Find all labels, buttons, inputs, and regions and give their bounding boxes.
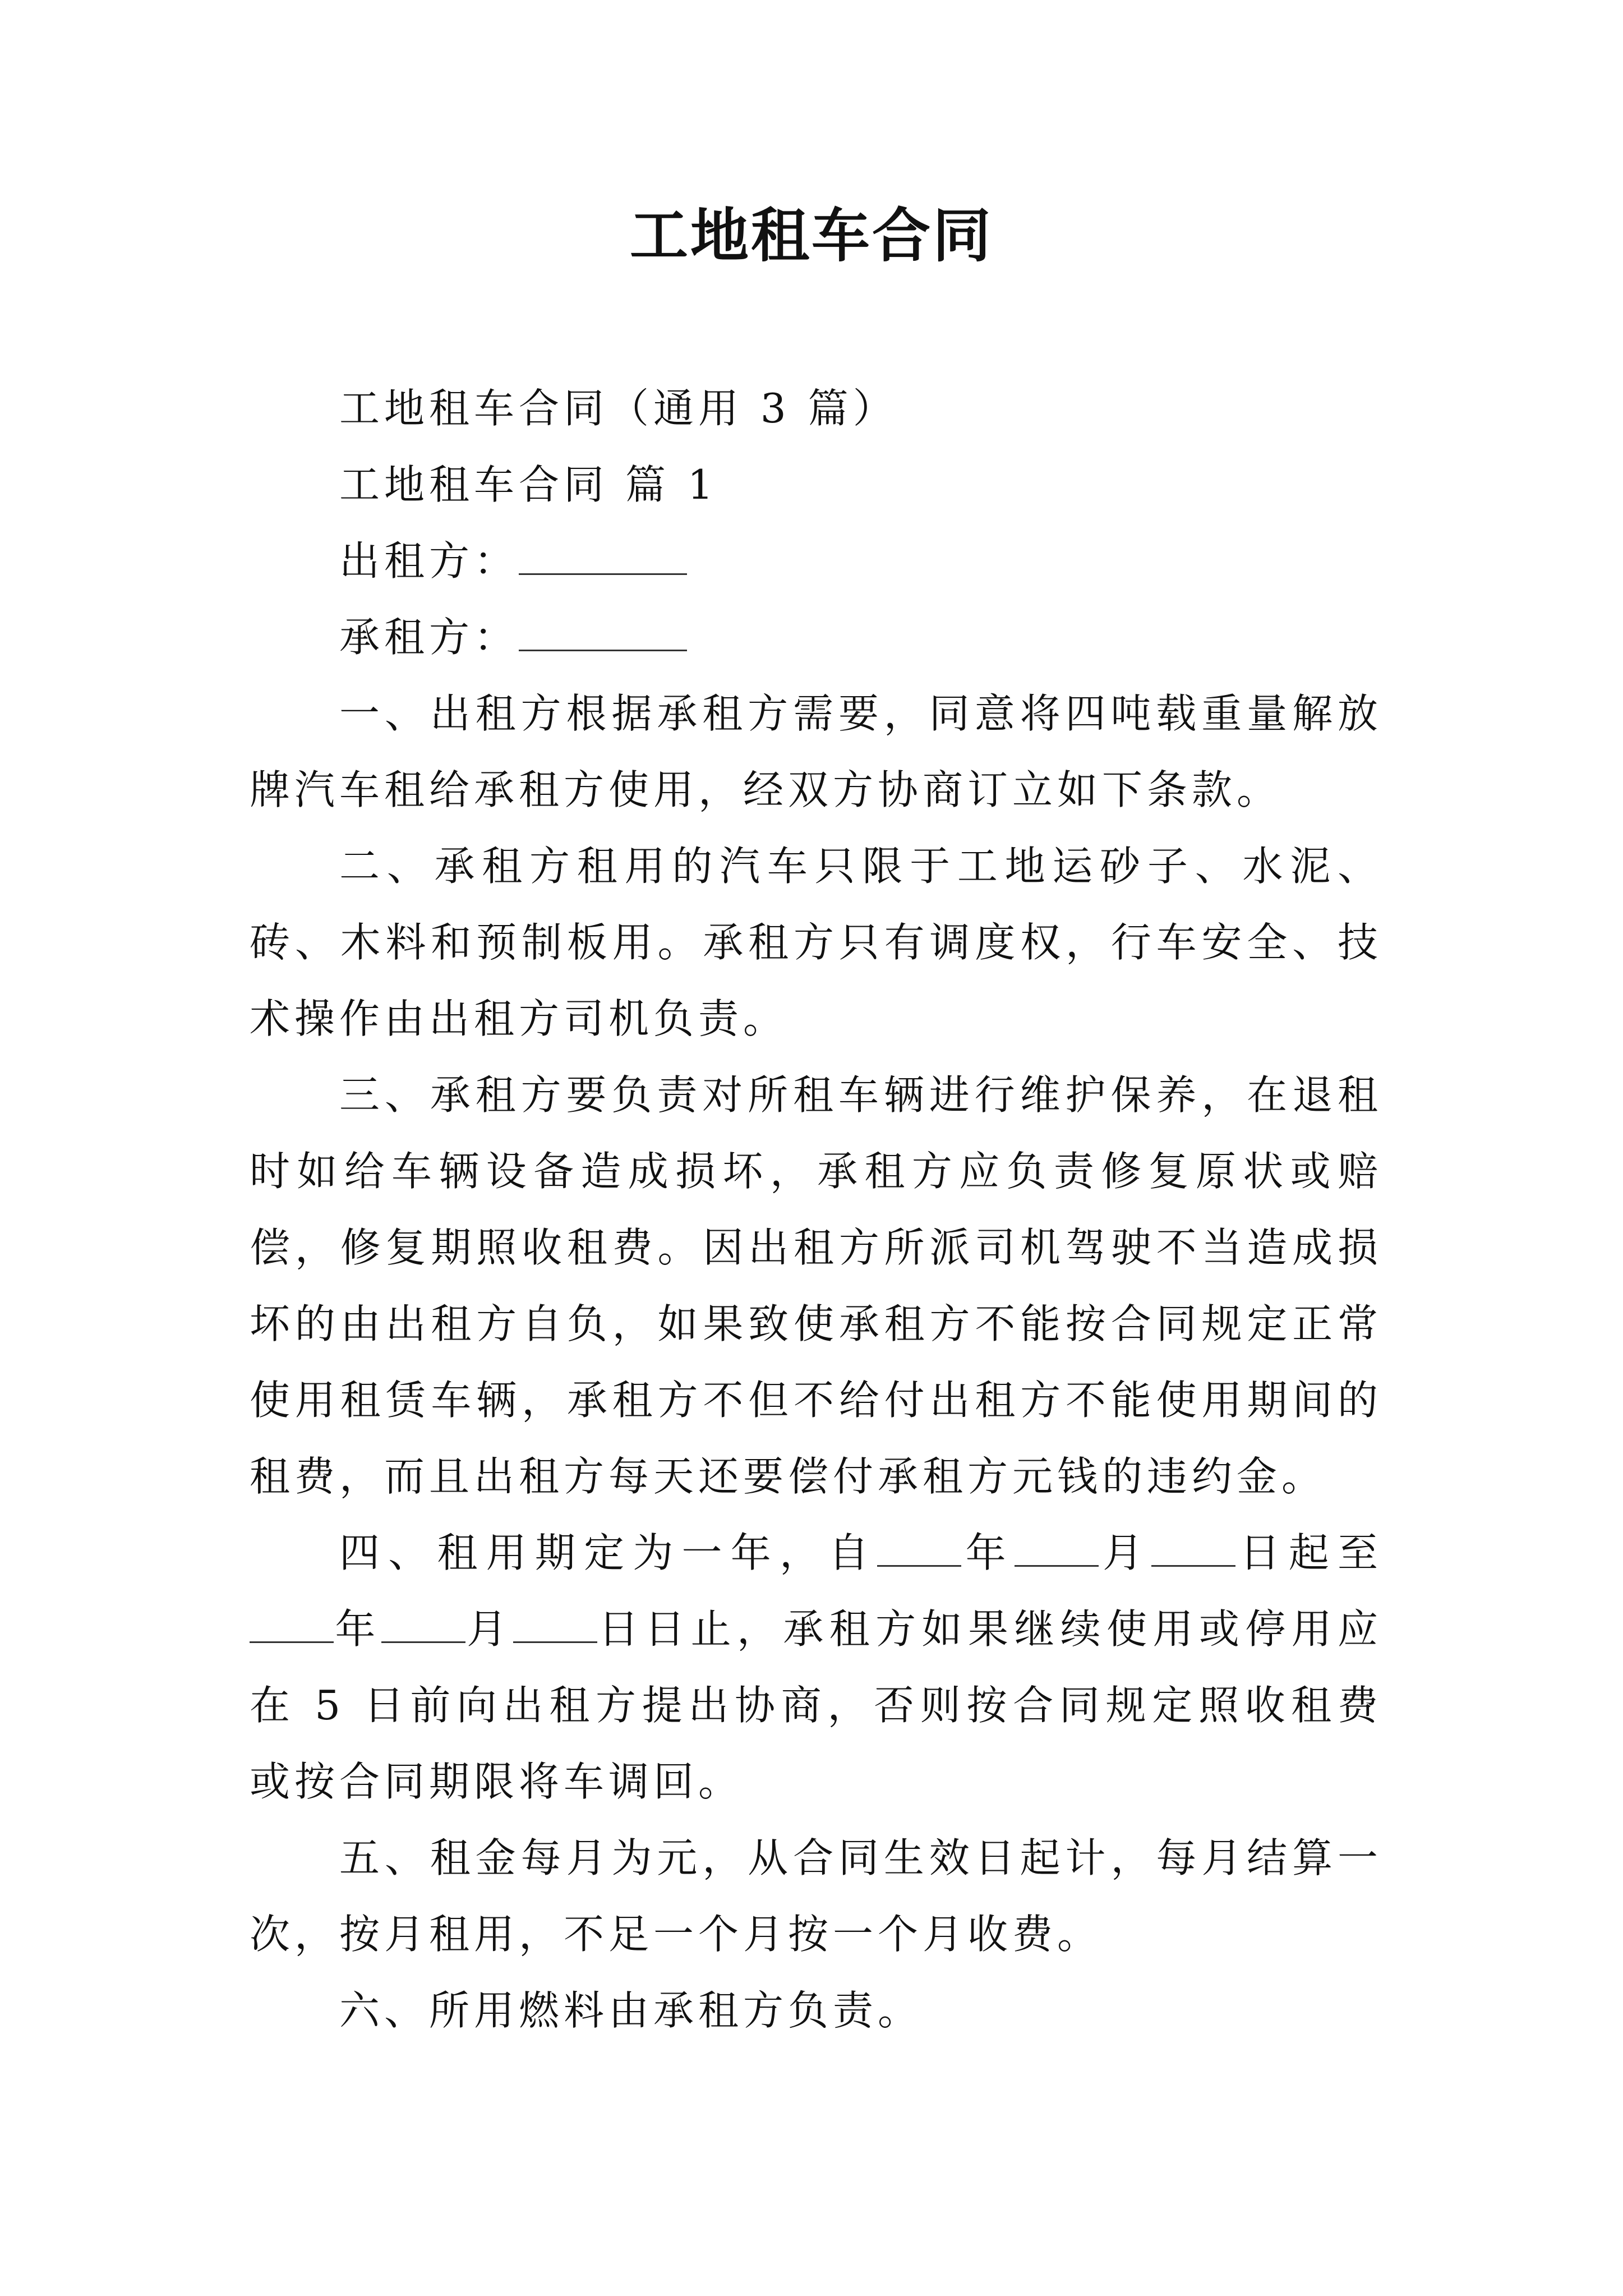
lessee-blank bbox=[519, 616, 687, 651]
clause-6: 六、所用燃料由承租方负责。 bbox=[339, 1987, 923, 2034]
lessor-line: 出租方： bbox=[250, 523, 1382, 599]
end-day-blank bbox=[513, 1608, 597, 1643]
lessee-line: 承租方： bbox=[250, 599, 1382, 675]
part-heading: 工地租车合同 篇 1 bbox=[339, 461, 718, 508]
document-title: 工地租车合同 bbox=[629, 201, 993, 270]
clause-5: 五、租金每月为元，从合同生效日起计，每月结算一次，按月租用，不足一个月按一个月收费。 bbox=[250, 1834, 1382, 1958]
lessor-blank bbox=[519, 540, 687, 575]
start-year-blank bbox=[877, 1531, 961, 1567]
clause-4: 四、租用期定为一年，自 年 月 日起至年 月 日日止，承租方如果继续使用或停用应在 5 日前向出租方提出协商，否则按合同规定照收租费或按合同期限将车调回。 bbox=[250, 1529, 1382, 1805]
document-subtitle: 工地租车合同（通用 3 篇） bbox=[339, 385, 898, 432]
clause-2: 二、承租方租用的汽车只限于工地运砂子、水泥、砖、木料和预制板用。承租方只有调度权，行车安全、技术操作由出租方司机负责。 bbox=[250, 843, 1382, 1042]
end-year-blank bbox=[250, 1608, 334, 1643]
end-month-blank bbox=[381, 1608, 465, 1643]
document-body bbox=[250, 370, 1382, 2049]
clause-3: 三、承租方要负责对所租车辆进行维护保养，在退租时如给车辆设备造成损坏，承租方应负责修复原状或赔偿，修复期照收租费。因出租方所派司机驾驶不当造成损坏的由出租方自负，如果致使承租方不能按合同规定正常使用租赁车辆，承租方不但不给付出租方不能使用期间的租费，而且出租方每天还要偿付承租方元钱的违约金。 bbox=[250, 1071, 1382, 1500]
start-month-blank bbox=[1015, 1531, 1099, 1567]
clause-1: 一、出租方根据承租方需要，同意将四吨载重量解放牌汽车租给承租方使用，经双方协商订立如下条款。 bbox=[250, 690, 1382, 813]
start-day-blank bbox=[1151, 1531, 1235, 1567]
